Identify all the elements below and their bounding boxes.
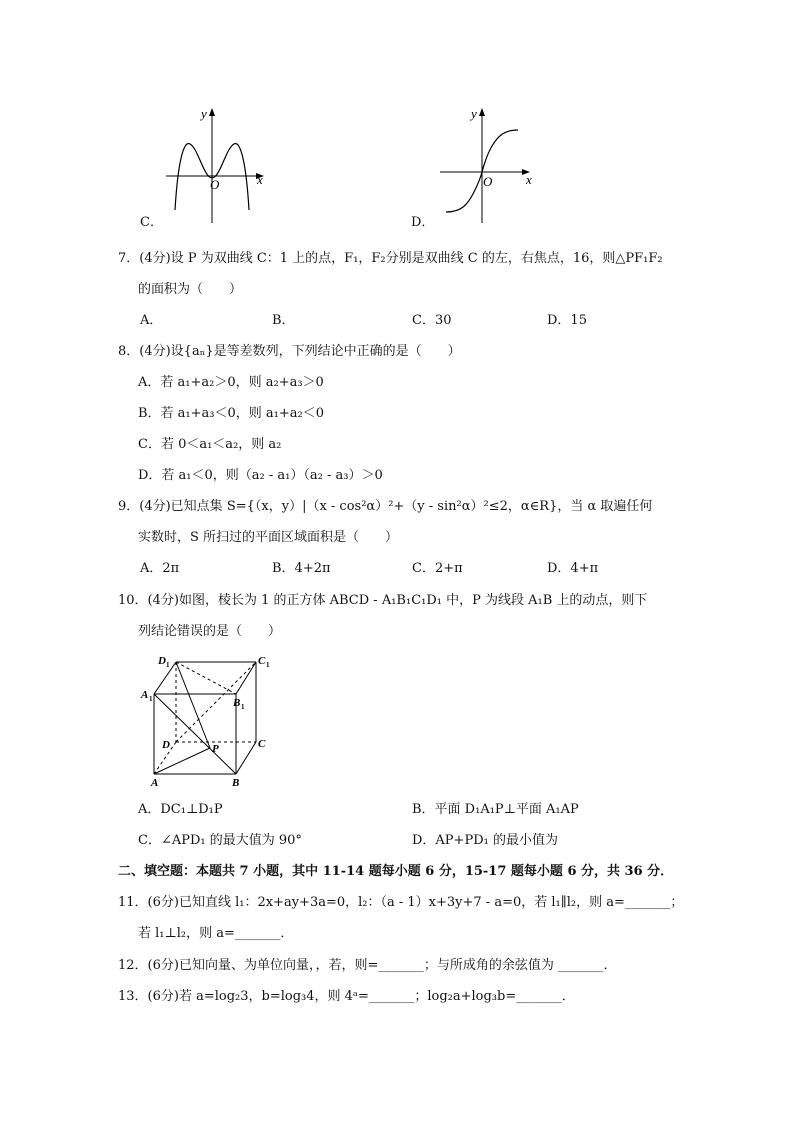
q10-option-b: B．平面 D₁A₁P⊥平面 A₁AP <box>412 802 579 817</box>
q10-stem-line1: 10．(4分)如图，棱长为 1 的正方体 ABCD - A₁B₁C₁D₁ 中，P 为线段 A₁B 上的动点，则下 <box>118 593 648 608</box>
q6-graph-c <box>160 100 270 225</box>
label-d1: D <box>158 655 166 667</box>
graph-c-y-label: y <box>201 106 207 121</box>
q7-option-d: D．15 <box>547 313 587 328</box>
q10-cube-figure <box>140 652 280 787</box>
q7-option-a: A． <box>140 313 163 328</box>
graph-d-x-label: x <box>526 172 532 187</box>
diagonal-dc1 <box>176 662 256 742</box>
label-b1-sub: 1 <box>241 703 245 711</box>
q7-stem-line1: 7．(4分)设 P 为双曲线 C：1 上的点，F₁，F₂分别是双曲线 C 的左，右焦点，16，则△PF₁F₂ <box>118 251 663 266</box>
q10-option-a: A．DC₁⊥D₁P <box>138 802 223 817</box>
edge-bc <box>236 742 256 774</box>
q9-option-a: A．2π <box>140 561 180 576</box>
segment-d1p <box>176 662 210 748</box>
graph-c-x-label: x <box>257 172 263 187</box>
segment-a1b <box>154 694 236 774</box>
q13-stem: 13．(6分)若 a=log₂3，b=log₃4，则 4ᵃ=_______；log₂a+log₃b=_______． <box>118 989 575 1004</box>
label-a1: A <box>141 689 149 701</box>
q6-option-c-label: C． <box>140 215 163 230</box>
q12-stem: 12．(6分)已知向量、为单位向量，，若，则=_______；与所成角的余弦值为 _______． <box>118 958 617 973</box>
label-b1: B <box>233 697 241 709</box>
q6-graph-d <box>430 100 540 225</box>
edge-c1b1 <box>236 662 256 694</box>
q9-option-b: B．4+2π <box>272 561 331 576</box>
label-c: C <box>258 738 266 750</box>
section2-heading: 二、填空题：本题共 7 小题，其中 11-14 题每小题 6 分，15-17 题每小题 6 分，共 36 分． <box>118 864 674 879</box>
q8-option-c: C．若 0＜a₁＜a₂，则 a₂ <box>138 437 282 452</box>
segment-ap <box>154 748 210 774</box>
q7-option-c: C．30 <box>412 313 452 328</box>
graph-d-y-label: y <box>471 106 477 121</box>
label-a: A <box>151 777 159 787</box>
q8-option-a: A．若 a₁+a₂＞0，则 a₂+a₃＞0 <box>138 375 324 390</box>
q7-stem-line2: 的面积为（ ） <box>138 282 243 297</box>
q10-option-c: C．∠APD₁ 的最大值为 90° <box>138 833 302 848</box>
graph-c-y-arrow <box>209 108 215 116</box>
graph-d-origin-label: O <box>483 174 493 189</box>
q9-stem-line1: 9．(4分)已知点集 S={（x，y）|（x - cos²α）²+（y - sin²α）²≤2，α∈R}，当 α 取遍任何 <box>118 499 653 514</box>
q8-stem: 8．(4分)设{aₙ}是等差数列，下列结论中正确的是（ ） <box>118 344 461 359</box>
q9-option-d: D．4+π <box>547 561 599 576</box>
q6-option-d-label: D． <box>411 215 435 230</box>
label-p: P <box>212 743 219 755</box>
q7-option-b: B． <box>272 313 295 328</box>
q8-option-d: D．若 a₁＜0，则（a₂ - a₁）（a₂ - a₃）＞0 <box>138 468 383 483</box>
diagonal-d1b1 <box>176 662 236 694</box>
label-a1-sub: 1 <box>149 695 153 703</box>
q9-option-c: C．2+π <box>412 561 463 576</box>
label-d: D <box>162 739 170 751</box>
label-d1-sub: 1 <box>166 661 170 669</box>
q10-stem-line2: 列结论错误的是（ ） <box>138 624 282 639</box>
q11-stem-line2: 若 l₁⊥l₂，则 a=_______． <box>138 926 294 941</box>
label-c1: C <box>258 655 266 667</box>
q10-option-d: D．AP+PD₁ 的最小值为 <box>412 833 558 848</box>
q9-stem-line2: 实数时，S 所扫过的平面区域面积是（ ） <box>138 530 399 545</box>
graph-d-y-arrow <box>479 108 485 116</box>
label-c1-sub: 1 <box>266 661 270 669</box>
label-b: B <box>232 777 240 787</box>
graph-c-origin-label: O <box>210 177 220 192</box>
q11-stem-line1: 11．(6分)已知直线 l₁：2x+ay+3a=0，l₂：（a - 1）x+3y+7 - a=0，若 l₁∥l₂，则 a=_______； <box>118 895 684 910</box>
q8-option-b: B．若 a₁+a₃＜0，则 a₁+a₂＜0 <box>138 406 324 421</box>
